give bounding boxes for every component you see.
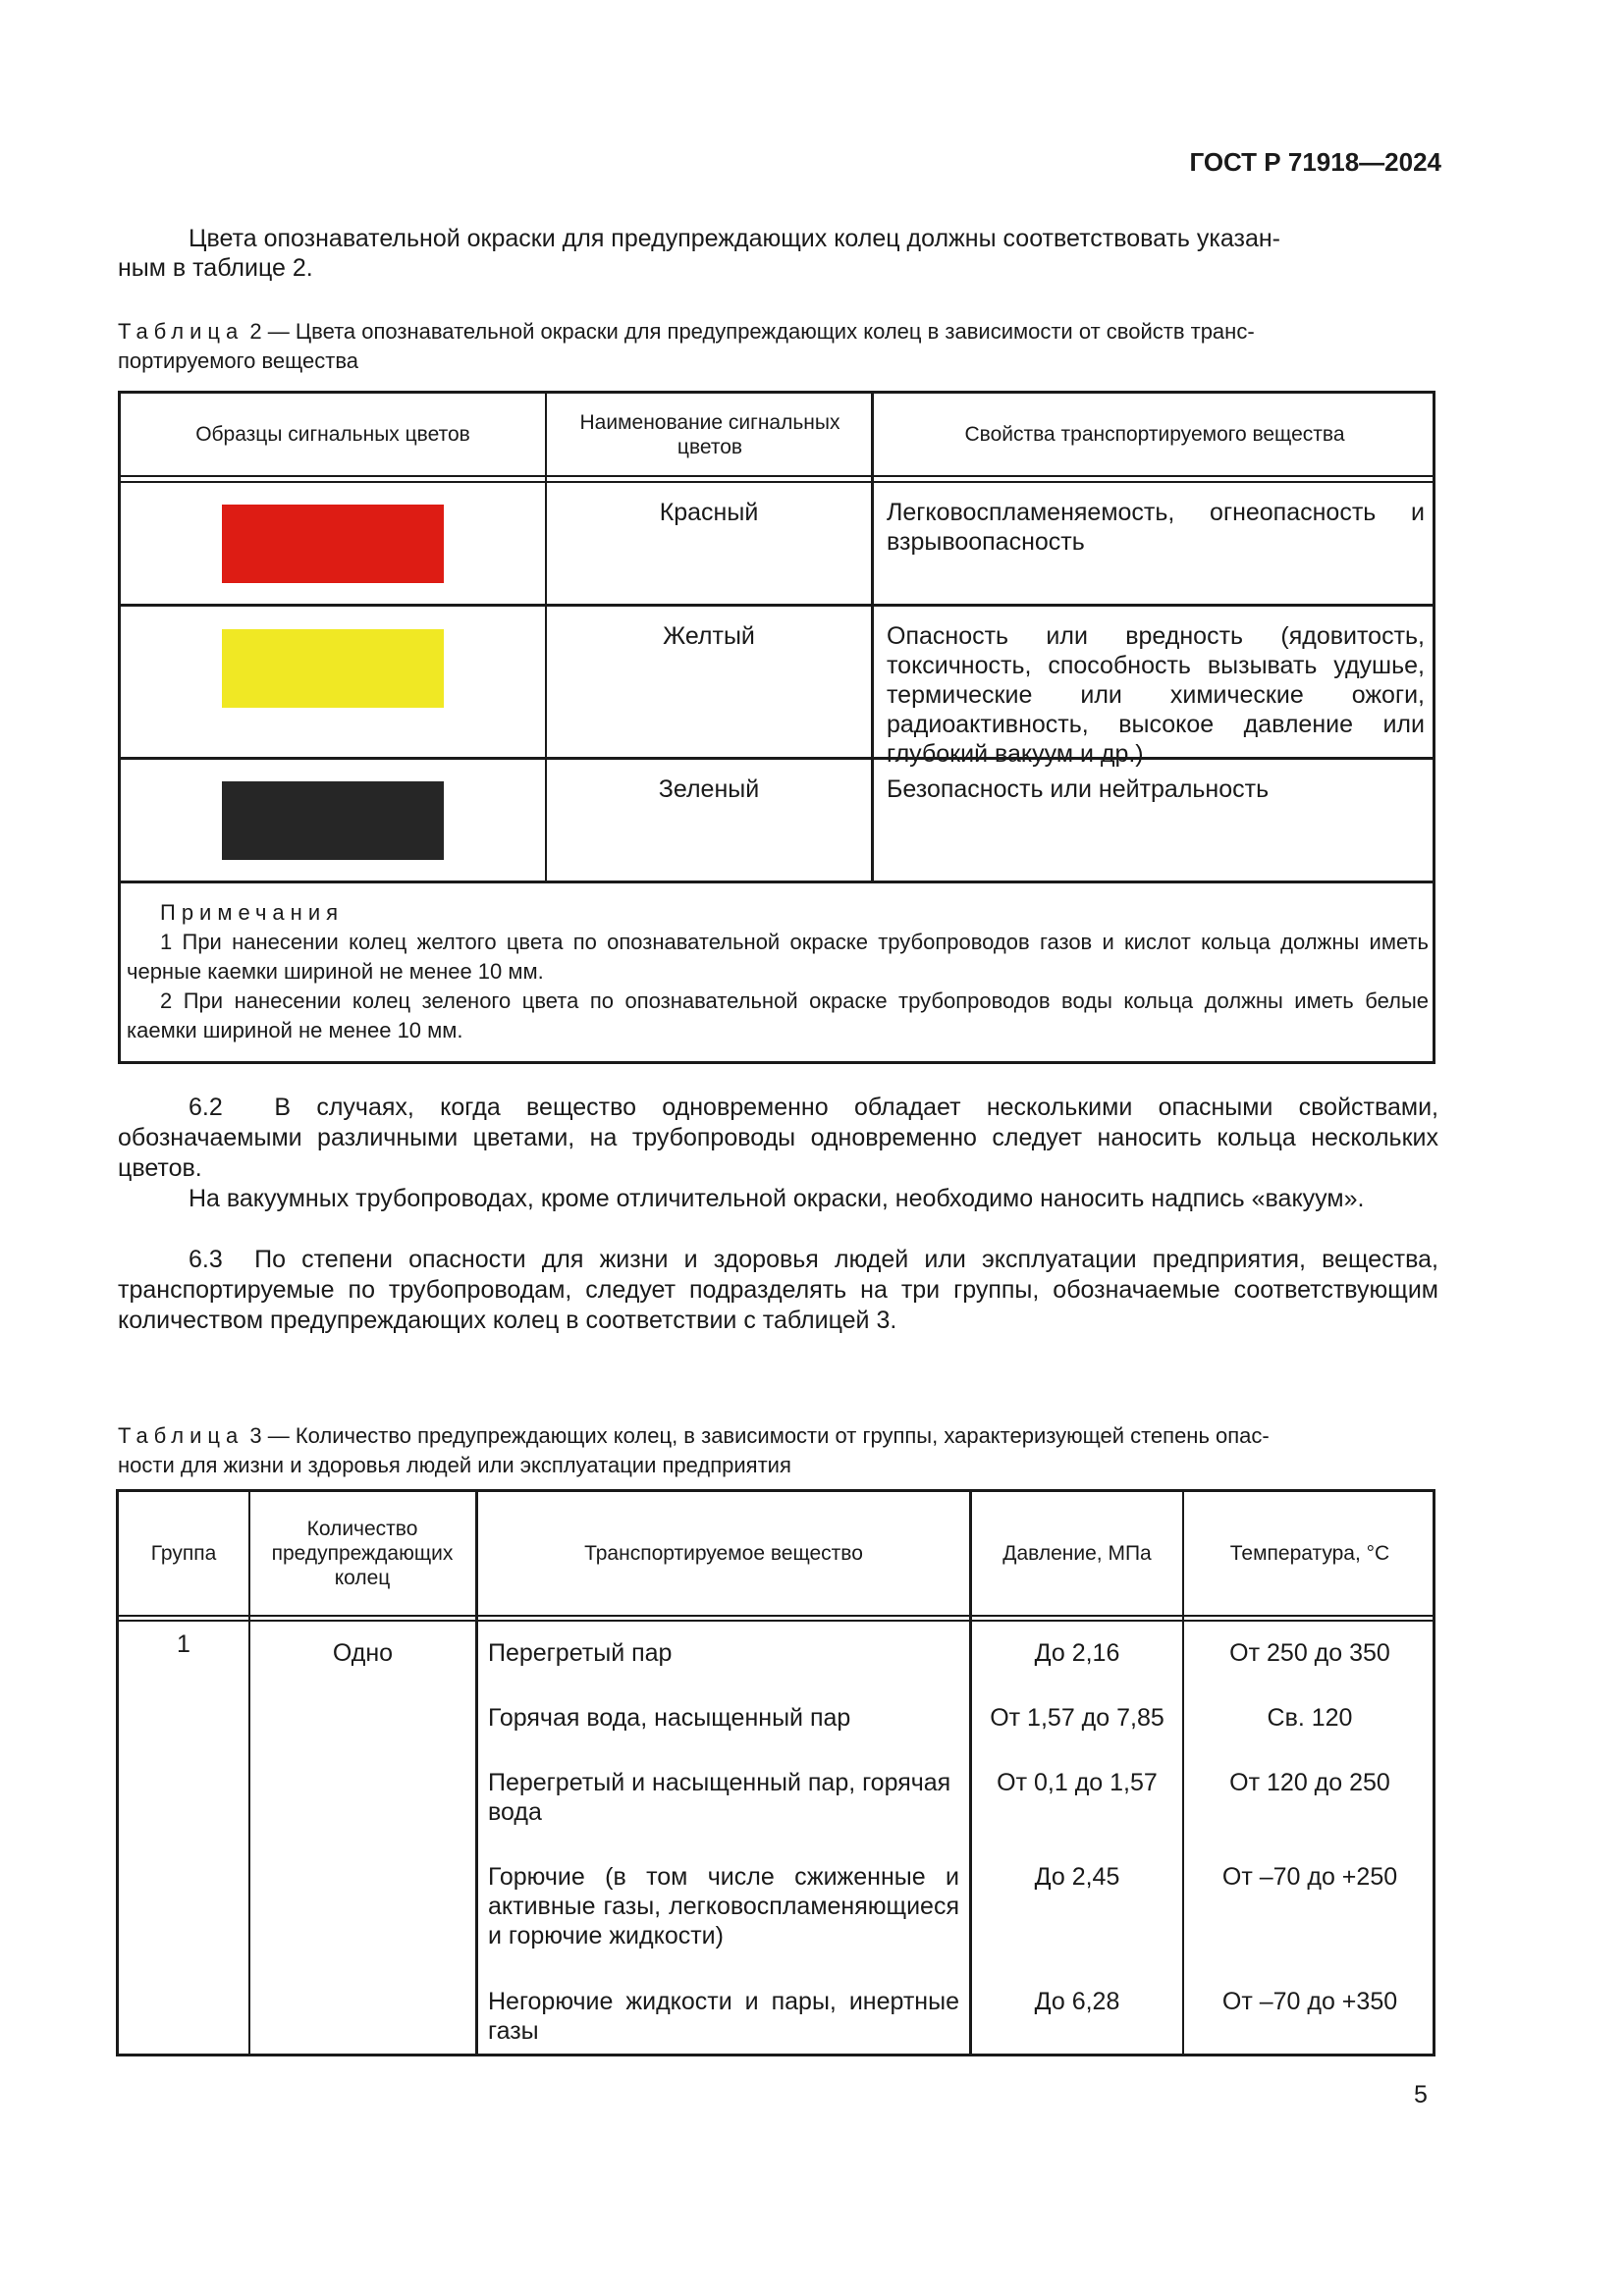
section-6-2 xyxy=(118,1093,1438,1184)
intro-line-1: Цвета опознавательной окраски для предупреждающих колец должны соответствовать указан- xyxy=(189,225,1280,252)
table3-caption xyxy=(118,1421,1438,1480)
section-6-3-text: По степени опасности для жизни и здоровья людей или эксплуатации предприятия, вещества, транспортируемые по трубопроводам, следует подразделять на три группы, обозначаемые соответствующим количеством предупреждающих колец в соответствии с таблицей 3. xyxy=(118,1246,1438,1334)
table3-caption-number: 3 xyxy=(249,1423,262,1448)
intro-line-2: ным в таблице 2. xyxy=(118,254,313,282)
page-number: 5 xyxy=(1414,2081,1428,2109)
section-6-3 xyxy=(118,1245,1438,1336)
table2-row-name: Зеленый xyxy=(658,775,760,803)
table3-temperature: От –70 до +350 xyxy=(1221,1988,1398,2015)
table3-pressure: От 1,57 до 7,85 xyxy=(990,1704,1164,1732)
table2-header-samples: Образцы сигнальных цветов xyxy=(195,423,470,446)
table2-row-properties: Опасность или вредность (ядовитость, токсичность, способность вызывать удушье, термические или химические ожоги, радиоактивность, высокое давление или глубокий вакуум и др.) xyxy=(887,622,1425,768)
section-6-2-text: В случаях, когда вещество одновременно обладает несколькими опасными свойствами, обозначаемыми различными цветами, на трубопроводы одновременно следует наносить кольца нескольких цветов. xyxy=(118,1094,1438,1182)
table3-temperature: От –70 до +250 xyxy=(1221,1863,1398,1891)
table2-header-name: Наименование сигнальных цветов xyxy=(579,410,840,458)
table2-header-properties: Свойства транспортируемого вещества xyxy=(964,423,1345,446)
red-color-swatch xyxy=(222,505,444,583)
vacuum-paragraph: На вакуумных трубопроводах, кроме отличительной окраски, необходимо наносить надпись «вакуум». xyxy=(189,1185,1365,1212)
table3-header-group: Группа xyxy=(150,1542,217,1565)
table3-temperature: Св. 120 xyxy=(1267,1704,1353,1732)
table3-ring-count-value: Одно xyxy=(332,1639,394,1667)
table2-row-name: Желтый xyxy=(663,622,755,650)
table3-substance: Горячая вода, насыщенный пар xyxy=(488,1704,851,1732)
table3-header-pressure: Давление, МПа xyxy=(1002,1542,1152,1565)
table3-header-substance: Транспортируемое вещество xyxy=(584,1542,863,1565)
table3-caption-text: — Количество предупреждающих колец, в зависимости от группы, характеризующей степень опас- xyxy=(261,1423,1270,1448)
table3-pressure: До 6,28 xyxy=(1034,1988,1120,2015)
table2-row-properties: Безопасность или нейтральность xyxy=(887,775,1270,803)
table3-pressure: До 2,16 xyxy=(1034,1639,1120,1667)
table3-substance: Горючие (в том числе сжиженные и активные газы, легковоспламеняющиеся и горючие жидкости) xyxy=(488,1863,959,1949)
table2-note-1: 1 При нанесении колец желтого цвета по опознавательной окраске трубопроводов газов и кислот кольца должны иметь черные каемки шириной не менее 10 мм. xyxy=(127,930,1429,984)
table2-row-properties: Легковоспламеняемость, огнеопасность и взрывоопасность xyxy=(887,499,1425,556)
table3-substance: Перегретый пар xyxy=(488,1639,673,1667)
table2-caption-prefix: Таблица xyxy=(118,319,244,344)
table2-caption-number: 2 xyxy=(249,319,262,344)
intro-paragraph xyxy=(118,224,1438,283)
section-6-3-number: 6.3 xyxy=(189,1246,223,1273)
table3-temperature: От 250 до 350 xyxy=(1229,1639,1390,1667)
section-6-2-number: 6.2 xyxy=(189,1094,223,1121)
yellow-color-swatch xyxy=(222,629,444,708)
table3-pressure: До 2,45 xyxy=(1034,1863,1120,1891)
table3-group-value: 1 xyxy=(177,1630,190,1658)
table2 xyxy=(118,391,1435,1064)
table2-notes-title xyxy=(160,898,344,928)
table2-caption-text-2: портируемого вещества xyxy=(118,348,359,373)
table3-substance: Негорючие жидкости и пары, инертные газы xyxy=(488,1988,959,2045)
document-id: ГОСТ Р 71918—2024 xyxy=(1189,147,1441,177)
notes-title-text: Примечания xyxy=(160,900,345,925)
table3-header-temperature: Температура, °С xyxy=(1229,1542,1390,1565)
table3 xyxy=(116,1489,1435,2056)
table3-caption-prefix: Таблица xyxy=(118,1423,244,1448)
green-color-swatch xyxy=(222,781,444,860)
table2-caption-text: — Цвета опознавательной окраски для предупреждающих колец в зависимости от свойств транс- xyxy=(261,319,1255,344)
table3-header-ring-count: Количество предупреждающих колец xyxy=(271,1518,454,1589)
table3-pressure: От 0,1 до 1,57 xyxy=(997,1769,1158,1796)
table2-caption xyxy=(118,317,1438,376)
table3-temperature: От 120 до 250 xyxy=(1229,1769,1390,1796)
table3-caption-text-2: ности для жизни и здоровья людей или эксплуатации предприятия xyxy=(118,1453,791,1477)
table2-row-name: Красный xyxy=(659,499,759,526)
table2-note-2: 2 При нанесении колец зеленого цвета по опознавательной окраске трубопроводов воды кольца должны иметь белые каемки шириной не менее 10 мм. xyxy=(127,988,1429,1042)
table3-substance: Перегретый и насыщенный пар, горячая вода xyxy=(488,1769,951,1826)
